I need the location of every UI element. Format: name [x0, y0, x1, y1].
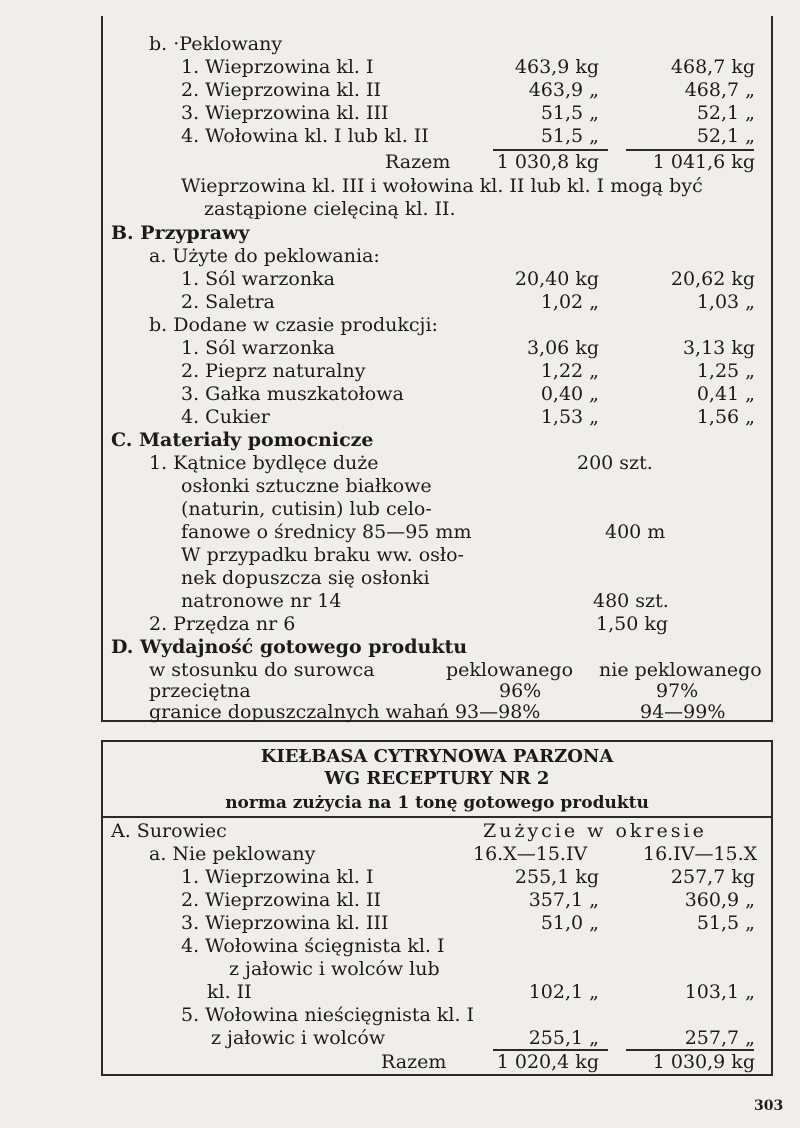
spice-b-4-b: 1,56 „ [696, 406, 755, 428]
aux-line: fanowe o średnicy 85—95 mm [181, 521, 472, 543]
recipe2-item-1-label: 1. Wieprzowina kl. I [181, 866, 374, 888]
yield-title: D. Wydajność gotowego produktu [111, 636, 468, 658]
pickled-total-a: 1 030,8 kg [496, 151, 599, 173]
yield-limits-label: granice dopuszczalnych wahań 93—98% [149, 701, 541, 723]
spice-a-2-label: 2. Saletra [181, 291, 275, 313]
recipe2-subtitle-recipe: WG RECEPTURY NR 2 [324, 768, 550, 789]
spice-a-2-b: 1,03 „ [696, 291, 755, 313]
pickled-item-1-label: 1. Wieprzowina kl. I [181, 56, 374, 78]
spice-a-2-a: 1,02 „ [540, 291, 599, 313]
pickled-item-2-b: 468,7 „ [684, 79, 755, 101]
pickled-note-1: Wieprzowina kl. III i wołowina kl. II lub kl. I mogą być [181, 175, 703, 197]
aux-qty-3: 480 szt. [593, 590, 669, 612]
spices-sub-b: b. Dodane w czasie produkcji: [149, 314, 438, 336]
aux-line: 1. Kątnice bydlęce duże [149, 452, 379, 474]
recipe2-item-3-b: 51,5 „ [696, 912, 755, 934]
aux-line: osłonki sztuczne białkowe [181, 475, 432, 497]
recipe2-title: KIEŁBASA CYTRYNOWA PARZONA [260, 746, 614, 767]
pickled-item-1-a: 463,9 kg [514, 56, 599, 78]
aux-line: (naturin, cutisin) lub celo- [181, 498, 432, 520]
recipe2-item-5-a: 255,1 „ [528, 1027, 599, 1049]
recipe2-item-2-b: 360,9 „ [684, 889, 755, 911]
yield-basis: w stosunku do surowca [149, 659, 375, 681]
spices-sub-a: a. Użyte do peklowania: [149, 245, 380, 267]
recipe2-item-4-line-1: 4. Wołowina ścięgnista kl. I [181, 935, 445, 957]
pickled-item-4-b: 52,1 „ [696, 125, 755, 147]
yield-limits-unpickled: 94—99% [640, 701, 726, 723]
yield-average-unpickled: 97% [656, 680, 699, 702]
aux-qty-4: 1,50 kg [596, 613, 669, 635]
spice-b-2-a: 1,22 „ [540, 360, 599, 382]
pickled-item-4-a: 51,5 „ [540, 125, 599, 147]
spice-b-1-a: 3,06 kg [526, 337, 599, 359]
spice-b-4-a: 1,53 „ [540, 406, 599, 428]
recipe2-item-5-b: 257,7 „ [684, 1027, 755, 1049]
recipe2-item-3-label: 3. Wieprzowina kl. III [181, 912, 389, 934]
spice-a-1-b: 20,62 kg [670, 268, 755, 290]
spices-title: B. Przyprawy [111, 222, 250, 244]
aux-line: 2. Przędza nr 6 [149, 613, 296, 635]
yield-average-label: przeciętna [149, 680, 251, 702]
spice-b-1-b: 3,13 kg [682, 337, 755, 359]
recipe2-item-5-line-2: z jałowic i wolców [211, 1027, 386, 1049]
recipe2-item-4-line-2: z jałowic i wolców lub [229, 958, 440, 980]
spice-b-2-b: 1,25 „ [696, 360, 755, 382]
spice-b-3-b: 0,41 „ [696, 383, 755, 405]
pickled-item-1-b: 468,7 kg [670, 56, 755, 78]
pickled-item-3-a: 51,5 „ [540, 102, 599, 124]
page-number: 303 [754, 1098, 784, 1114]
aux-title: C. Materiały pomocnicze [111, 429, 374, 451]
header-divider [103, 816, 771, 818]
pickled-item-4-label: 4. Wołowina kl. I lub kl. II [181, 125, 429, 147]
recipe1-continuation [101, 16, 773, 722]
yield-header-unpickled: nie peklowanego [599, 659, 762, 681]
spice-b-2-label: 2. Pieprz naturalny [181, 360, 366, 382]
pickled-note-2: zastąpione cielęciną kl. II. [204, 198, 456, 220]
recipe2-item-2-label: 2. Wieprzowina kl. II [181, 889, 382, 911]
pickled-total-label: Razem [385, 151, 451, 173]
recipe2-item-4-line-3: kl. II [207, 981, 252, 1003]
recipe2-item-5-line-1: 5. Wołowina nieścięgnista kl. I [181, 1004, 475, 1026]
aux-line: nek dopuszcza się osłonki [181, 567, 430, 589]
usage-header: Zużycie w okresie [483, 820, 707, 842]
recipe2-sub-a: a. Nie peklowany [149, 843, 316, 865]
pickled-header: b. ·Peklowany [149, 33, 283, 55]
recipe2-item-1-b: 257,7 kg [670, 866, 755, 888]
recipe2-section-a: A. Surowiec [111, 820, 227, 842]
pickled-item-3-label: 3. Wieprzowina kl. III [181, 102, 389, 124]
recipe2-total-a: 1 020,4 kg [496, 1051, 599, 1073]
aux-line: natronowe nr 14 [181, 590, 342, 612]
recipe2-total-label: Razem [381, 1051, 447, 1073]
recipe2-box [101, 740, 773, 1076]
pickled-item-2-label: 2. Wieprzowina kl. II [181, 79, 382, 101]
period-2: 16.IV—15.X [643, 843, 758, 865]
recipe2-item-1-a: 255,1 kg [514, 866, 599, 888]
recipe2-item-4-b: 103,1 „ [684, 981, 755, 1003]
recipe2-item-4-a: 102,1 „ [528, 981, 599, 1003]
yield-header-pickled: peklowanego [446, 659, 574, 681]
spice-b-3-a: 0,40 „ [540, 383, 599, 405]
aux-qty-1: 200 szt. [577, 452, 653, 474]
spice-b-4-label: 4. Cukier [181, 406, 270, 428]
pickled-item-2-a: 463,9 „ [528, 79, 599, 101]
recipe2-item-3-a: 51,0 „ [540, 912, 599, 934]
recipe2-norm: norma zużycia na 1 tonę gotowego produktu [225, 793, 649, 813]
recipe2-item-2-a: 357,1 „ [528, 889, 599, 911]
spice-b-3-label: 3. Gałka muszkatołowa [181, 383, 404, 405]
spice-a-1-a: 20,40 kg [514, 268, 599, 290]
aux-line: W przypadku braku ww. osło- [181, 544, 464, 566]
period-1: 16.X—15.IV [473, 843, 588, 865]
spice-a-1-label: 1. Sól warzonka [181, 268, 335, 290]
recipe2-total-b: 1 030,9 kg [652, 1051, 755, 1073]
aux-qty-2: 400 m [605, 521, 666, 543]
pickled-item-3-b: 52,1 „ [696, 102, 755, 124]
yield-average-pickled: 96% [499, 680, 542, 702]
pickled-total-b: 1 041,6 kg [652, 151, 755, 173]
spice-b-1-label: 1. Sól warzonka [181, 337, 335, 359]
